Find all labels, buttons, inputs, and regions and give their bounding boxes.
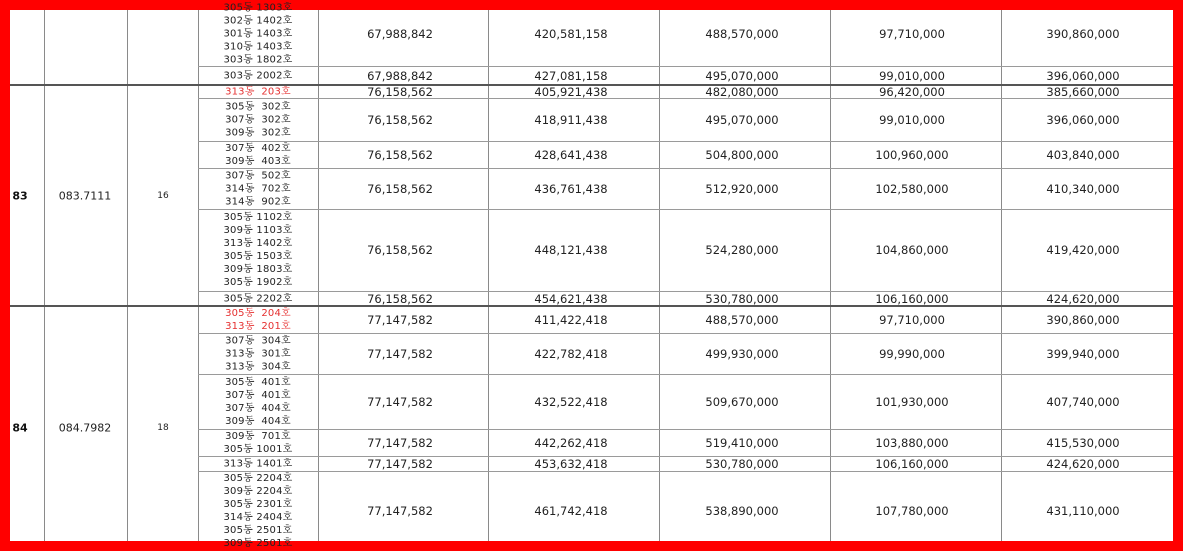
unit-label: 309동 302호 [225, 127, 291, 138]
group-unit-count: 18 [157, 423, 169, 433]
unit-label: 313동 201호 [225, 320, 291, 332]
building-price-value: 428,641,438 [534, 147, 608, 162]
building-price-value: 411,422,418 [534, 312, 608, 327]
land-price-value: 77,147,582 [367, 435, 433, 450]
group-area: 083.7111 [58, 189, 112, 202]
supply-price-value: 495,070,000 [705, 68, 779, 83]
supply-price-value: 499,930,000 [705, 346, 779, 361]
unit-list [198, 457, 318, 470]
group-divider [10, 305, 1173, 307]
column-divider [488, 10, 489, 541]
unit-label: 309동 403호 [225, 155, 291, 167]
balance-value: 419,420,000 [1046, 243, 1120, 257]
unit-list [198, 472, 318, 550]
unit-label: 307동 402호 [225, 142, 291, 154]
down-payment-value: 99,010,000 [879, 68, 945, 83]
building-price-value: 427,081,158 [534, 68, 608, 83]
unit-label: 305동 1902호 [223, 277, 293, 288]
supply-price-value: 512,920,000 [705, 181, 779, 196]
down-payment-value: 96,420,000 [879, 84, 945, 99]
supply-price-value: 530,780,000 [705, 456, 779, 471]
group-area: 084.7982 [58, 421, 112, 435]
down-payment-value: 99,010,000 [879, 112, 945, 127]
balance-value: 424,620,000 [1046, 456, 1120, 471]
unit-label: 313동 1402호 [223, 238, 293, 249]
building-price-value: 420,581,158 [534, 27, 608, 41]
group-number: 83 [12, 189, 28, 202]
unit-label: 305동 401호 [225, 376, 291, 388]
land-price-value: 77,147,582 [367, 456, 433, 471]
land-price-value: 76,158,562 [367, 147, 433, 162]
row-divider [198, 456, 1173, 457]
building-price-value: 453,632,418 [534, 456, 608, 471]
unit-list [198, 69, 318, 82]
down-payment-value: 97,710,000 [879, 312, 945, 327]
unit-list [198, 142, 318, 168]
balance-value: 424,620,000 [1046, 291, 1120, 306]
unit-label: 314동 902호 [225, 196, 291, 207]
unit-list [198, 169, 318, 208]
unit-label: 314동 2404호 [223, 511, 293, 523]
unit-label: 305동 2501호 [223, 524, 293, 536]
land-price-value: 77,147,582 [367, 312, 433, 327]
building-price-value: 432,522,418 [534, 394, 608, 409]
unit-label: 303동 2002호 [223, 70, 293, 81]
unit-list [198, 376, 318, 428]
unit-label: 305동 1102호 [223, 212, 293, 223]
balance-value: 399,940,000 [1046, 346, 1120, 361]
unit-label: 305동 2204호 [223, 472, 293, 484]
row-divider [198, 333, 1173, 334]
supply-price-value: 504,800,000 [705, 147, 779, 162]
column-divider [1001, 10, 1002, 541]
unit-label: 309동 2204호 [223, 485, 293, 497]
unit-list [198, 211, 318, 289]
down-payment-value: 104,860,000 [875, 243, 949, 257]
column-divider [44, 10, 45, 541]
unit-label: 305동 1001호 [223, 443, 293, 455]
unit-label: 309동 1803호 [223, 264, 293, 275]
unit-label: 309동 2501호 [223, 537, 293, 549]
balance-value: 407,740,000 [1046, 394, 1120, 409]
unit-list [198, 430, 318, 456]
unit-label: 309동 1103호 [223, 225, 293, 236]
balance-value: 415,530,000 [1046, 435, 1120, 450]
down-payment-value: 100,960,000 [875, 147, 949, 162]
row-divider [198, 471, 1173, 472]
unit-label: 307동 401호 [225, 389, 291, 401]
unit-list [198, 100, 318, 139]
building-price-value: 436,761,438 [534, 181, 608, 196]
row-divider [198, 429, 1173, 430]
unit-label: 309동 404호 [225, 415, 291, 427]
unit-label: 305동 2301호 [223, 498, 293, 510]
unit-label: 305동 2202호 [223, 293, 293, 304]
supply-price-value: 524,280,000 [705, 243, 779, 257]
row-divider [198, 168, 1173, 169]
down-payment-value: 106,160,000 [875, 456, 949, 471]
unit-label: 307동 302호 [225, 114, 291, 125]
land-price-value: 76,158,562 [367, 181, 433, 196]
unit-list [198, 85, 318, 98]
balance-value: 390,860,000 [1046, 312, 1120, 327]
unit-label: 301동 1403호 [223, 28, 293, 40]
unit-label: 302동 1402호 [223, 15, 293, 27]
down-payment-value: 103,880,000 [875, 435, 949, 450]
unit-label: 313동 1401호 [223, 458, 293, 469]
supply-price-value: 488,570,000 [705, 312, 779, 327]
down-payment-value: 101,930,000 [875, 394, 949, 409]
column-divider [830, 10, 831, 541]
unit-list [198, 292, 318, 305]
row-divider [198, 291, 1173, 292]
group-unit-count: 16 [157, 190, 169, 201]
unit-label: 305동 204호 [225, 307, 291, 319]
supply-price-value: 482,080,000 [705, 84, 779, 99]
balance-value: 390,860,000 [1046, 27, 1120, 41]
supply-price-value: 495,070,000 [705, 112, 779, 127]
balance-value: 403,840,000 [1046, 147, 1120, 162]
row-divider [198, 209, 1173, 210]
supply-price-value: 538,890,000 [705, 503, 779, 518]
building-price-value: 422,782,418 [534, 346, 608, 361]
price-table-frame [10, 2, 1173, 549]
building-price-value: 461,742,418 [534, 503, 608, 518]
row-divider [198, 66, 1173, 67]
column-divider [318, 10, 319, 541]
building-price-value: 448,121,438 [534, 243, 608, 257]
balance-value: 385,660,000 [1046, 84, 1120, 99]
down-payment-value: 107,780,000 [875, 503, 949, 518]
land-price-value: 76,158,562 [367, 291, 433, 306]
row-divider [198, 98, 1173, 99]
balance-value: 396,060,000 [1046, 68, 1120, 83]
land-price-value: 76,158,562 [367, 112, 433, 127]
unit-list [198, 307, 318, 333]
down-payment-value: 97,710,000 [879, 27, 945, 41]
land-price-value: 76,158,562 [367, 84, 433, 99]
row-divider [198, 141, 1173, 142]
unit-label: 307동 502호 [225, 170, 291, 181]
down-payment-value: 99,990,000 [879, 346, 945, 361]
group-number: 84 [12, 421, 28, 435]
column-divider [127, 10, 128, 541]
supply-price-value: 488,570,000 [705, 27, 779, 41]
supply-price-value: 509,670,000 [705, 394, 779, 409]
price-table [10, 2, 1173, 549]
land-price-value: 67,988,842 [367, 68, 433, 83]
unit-label: 313동 301호 [225, 348, 291, 359]
balance-value: 410,340,000 [1046, 181, 1120, 196]
unit-label: 305동 1303호 [223, 2, 293, 14]
unit-label: 307동 304호 [225, 335, 291, 346]
down-payment-value: 102,580,000 [875, 181, 949, 196]
balance-value: 431,110,000 [1046, 503, 1120, 518]
unit-label: 313동 304호 [225, 361, 291, 372]
down-payment-value: 106,160,000 [875, 291, 949, 306]
unit-label: 307동 404호 [225, 402, 291, 414]
column-divider [659, 10, 660, 541]
unit-label: 305동 1503호 [223, 251, 293, 262]
land-price-value: 77,147,582 [367, 394, 433, 409]
row-divider [198, 374, 1173, 375]
building-price-value: 454,621,438 [534, 291, 608, 306]
land-price-value: 77,147,582 [367, 503, 433, 518]
unit-label: 309동 701호 [225, 430, 291, 442]
unit-label: 310동 1403호 [223, 41, 293, 53]
land-price-value: 76,158,562 [367, 243, 433, 257]
supply-price-value: 519,410,000 [705, 435, 779, 450]
supply-price-value: 530,780,000 [705, 291, 779, 306]
building-price-value: 418,911,438 [534, 112, 608, 127]
unit-label: 305동 302호 [225, 101, 291, 112]
land-price-value: 77,147,582 [367, 346, 433, 361]
unit-label: 313동 203호 [225, 86, 291, 97]
unit-label: 314동 702호 [225, 183, 291, 194]
unit-list [198, 334, 318, 373]
building-price-value: 442,262,418 [534, 435, 608, 450]
unit-list [198, 2, 318, 67]
land-price-value: 67,988,842 [367, 27, 433, 41]
balance-value: 396,060,000 [1046, 112, 1120, 127]
unit-label: 303동 1802호 [223, 54, 293, 66]
building-price-value: 405,921,438 [534, 84, 608, 99]
